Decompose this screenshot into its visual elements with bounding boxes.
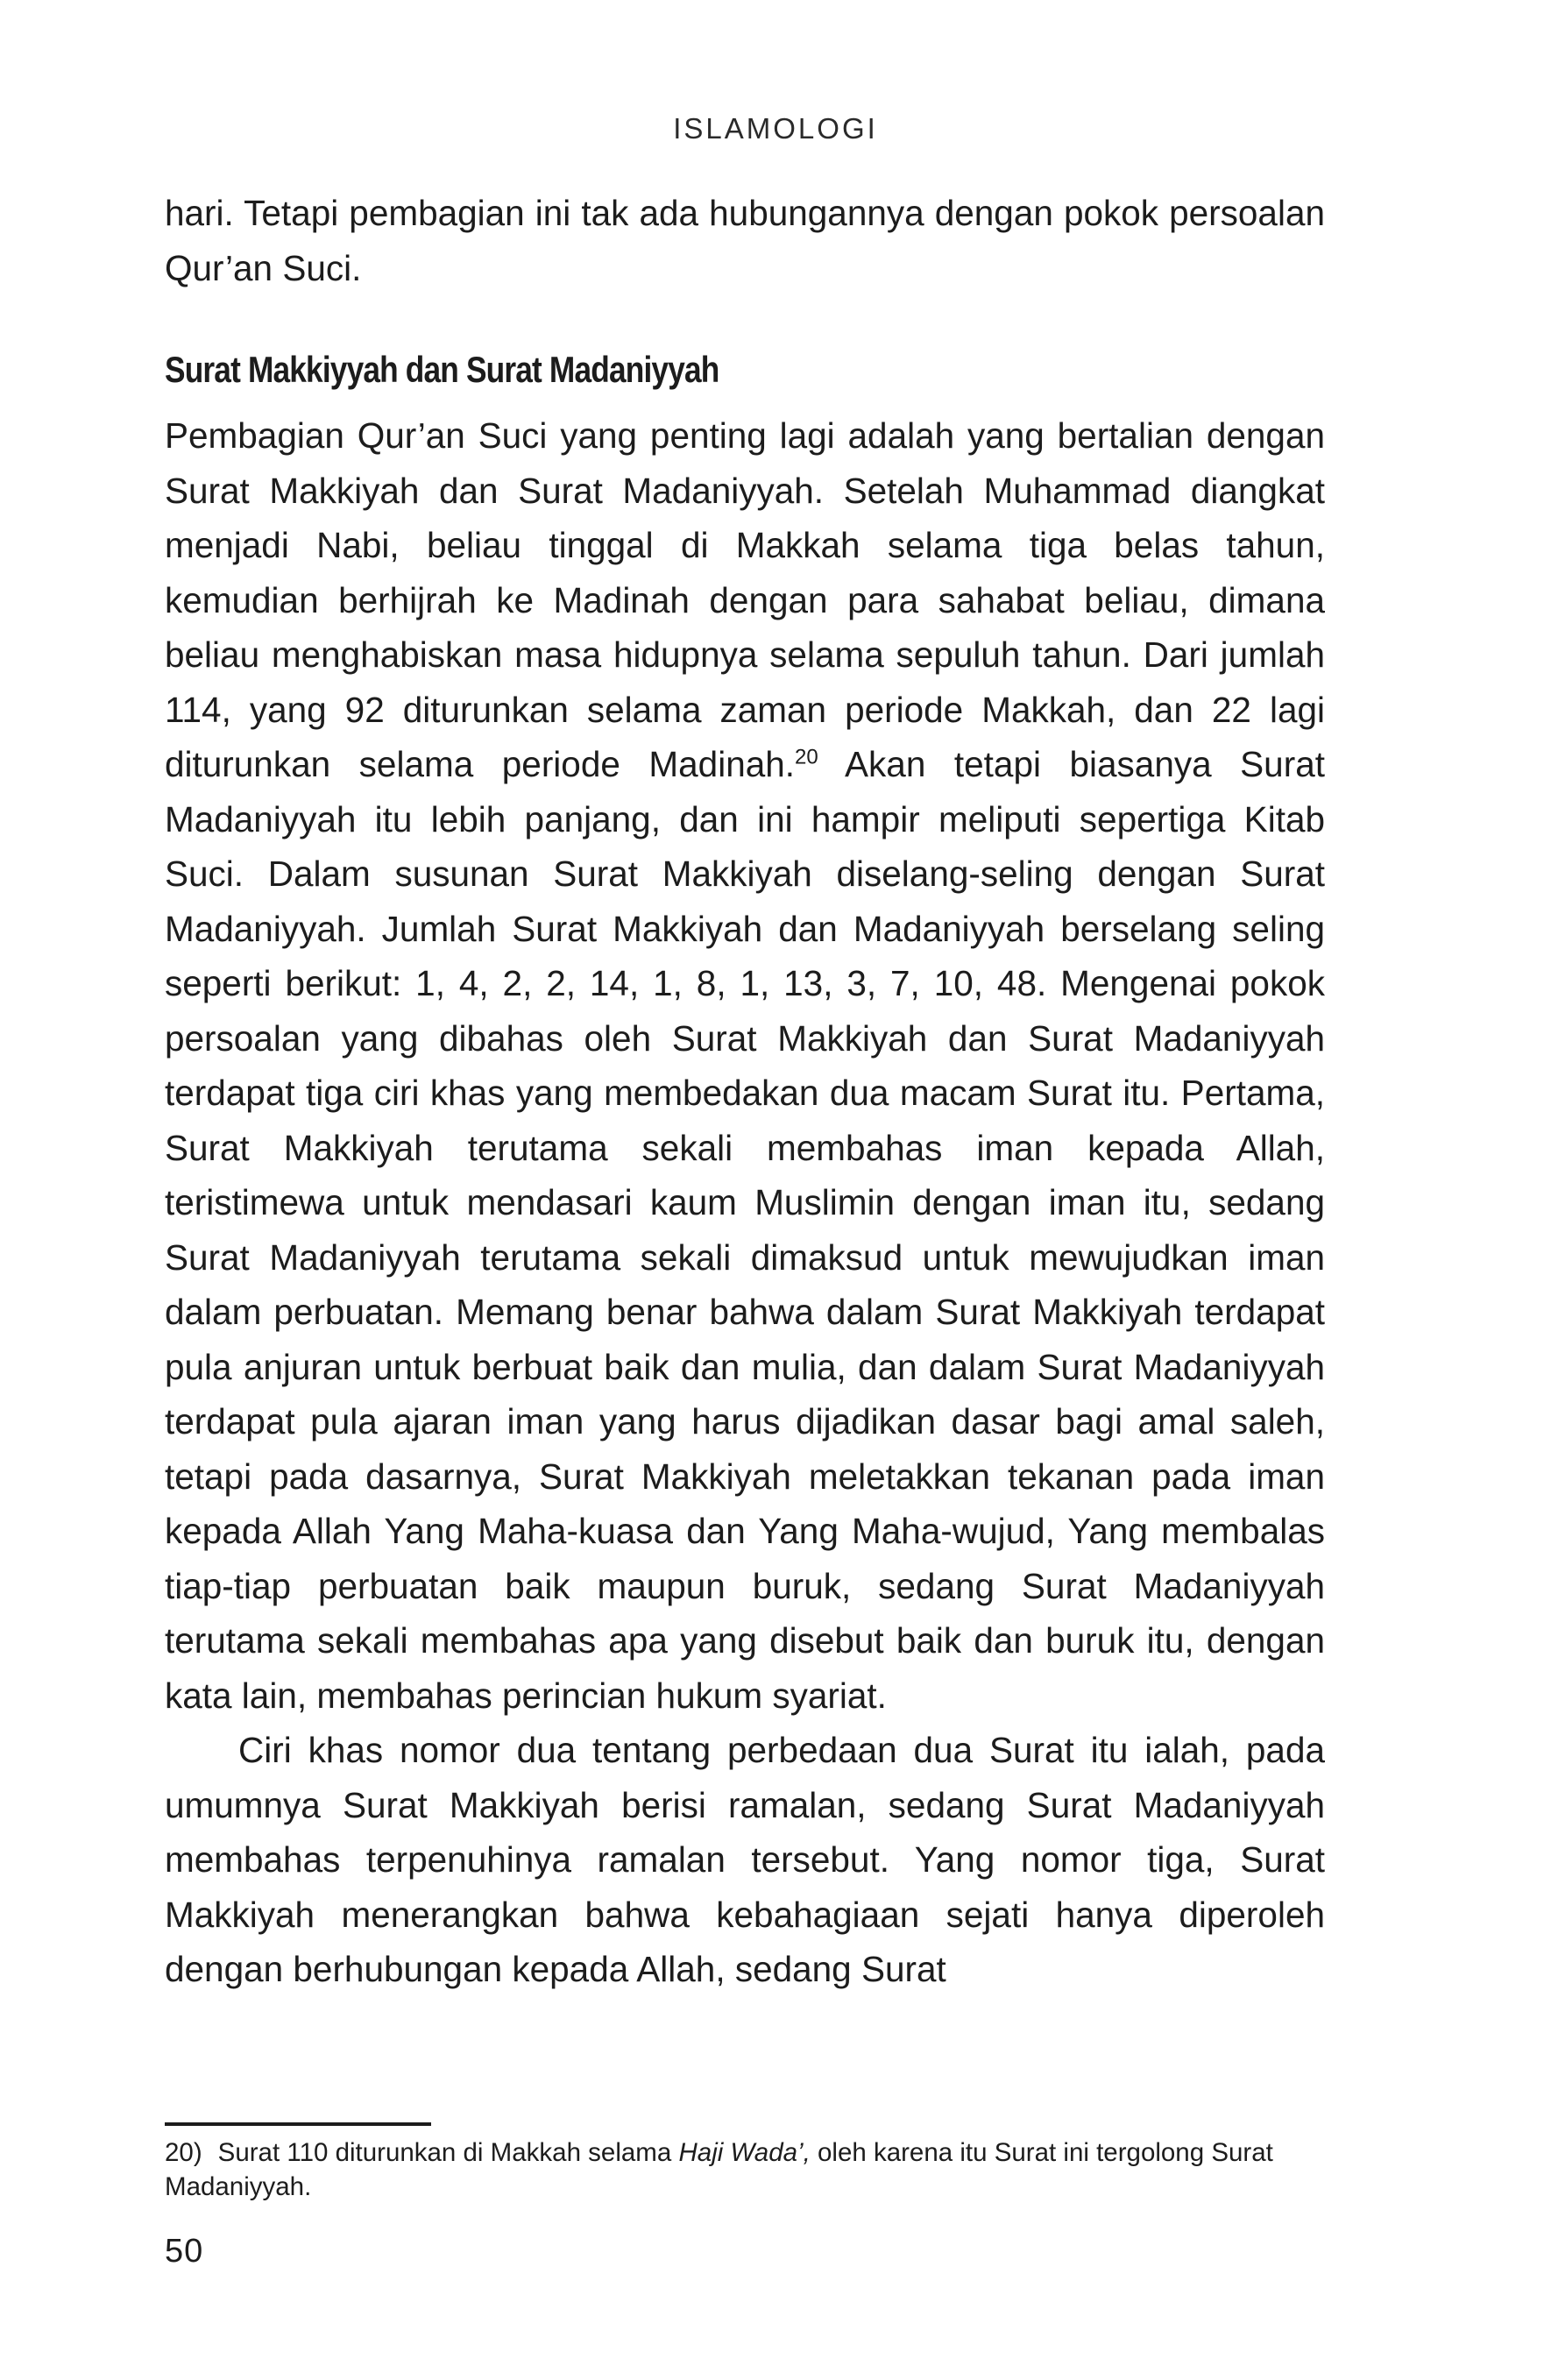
footnote (165, 2136, 1330, 2204)
page-number: 50 (165, 2233, 204, 2270)
paragraph-1-text: Pembagian Qur’an Suci yang penting lagi adalah yang bertalian dengan Surat Makkiyah dan Surat Madaniyyah. Setelah Muhammad diangkat menjadi Nabi, beliau tinggal di Makkah selama tiga belas tahun, kemudian berhijrah ke Madinah dengan para sahabat beliau, dimana beliau menghabiskan masa hidupnya selama sepuluh tahun. Dari jumlah 114, yang 92 diturunkan selama zaman periode Makkah, dan 22 lagi diturunkan selama periode Madinah. (165, 415, 1325, 784)
footnote-text-continued: oleh karena itu Surat ini tergolong Surat Madaniyyah. (165, 2138, 1273, 2201)
body-paragraph-1 (165, 408, 1325, 1723)
footnote-italic-text: Haji Wada’, (678, 2138, 811, 2167)
body-paragraph-2: Ciri khas nomor dua tentang perbedaan dua Surat itu ialah, pada umumnya Surat Makkiyah berisi ramalan, sedang Surat Madaniyyah membahas terpenuhinya ramalan tersebut. Yang nomor tiga, Surat Makkiyah menerangkan bahwa kebahagiaan sejati hanya diperoleh dengan berhubungan kepada Allah, sedang Surat (165, 1730, 1325, 1989)
paragraph-1-text-continued: Akan tetapi biasanya Surat Madaniyyah itu lebih panjang, dan ini hampir meliputi sepertiga Kitab Suci. Dalam susunan Surat Makkiyah diselang-seling dengan Surat Madaniyyah. Jumlah Surat Makkiyah dan Madaniyyah berselang seling seperti berikut: 1, 4, 2, 2, 14, 1, 8, 1, 13, 3, 7, 10, 48. Mengenai pokok persoalan yang dibahas oleh Surat Makkiyah dan Surat Madaniyyah terdapat tiga ciri khas yang membedakan dua macam Surat itu. Pertama, Surat Makkiyah terutama sekali membahas iman kepada Allah, teristimewa untuk mendasari kaum Muslimin dengan iman itu, sedang Surat Madaniyyah terutama sekali dimaksud untuk mewujudkan iman dalam perbuatan. Memang benar bahwa dalam Surat Makkiyah terdapat pula anjuran untuk berbuat baik dan mulia, dan dalam Surat Madaniyyah terdapat pula ajaran iman yang harus dijadikan dasar bagi amal saleh, tetapi pada dasarnya, Surat Makkiyah meletakkan tekanan pada iman kepada Allah Yang Maha-kuasa dan Yang Maha-wujud, Yang membalas tiap-tiap perbuatan baik maupun buruk, sedang Surat Madaniyyah terutama sekali membahas apa yang disebut baik dan buruk itu, dengan kata lain, membahas perincian hukum syariat. (165, 744, 1325, 1716)
footnote-reference: 20 (795, 745, 818, 769)
running-header: ISLAMOLOGI (673, 112, 878, 145)
intro-paragraph: hari. Tetapi pembagian ini tak ada hubungannya dengan pokok persoalan Qur’an Suci. (165, 193, 1325, 288)
section-heading: Surat Makkiyyah dan Surat Madaniyyah (165, 349, 719, 390)
footnote-divider (165, 2122, 431, 2126)
section-body (165, 408, 1325, 1997)
footnote-number: 20) (165, 2138, 202, 2167)
intro-block (165, 186, 1325, 295)
footnote-text: Surat 110 diturunkan di Makkah selama (217, 2138, 679, 2167)
